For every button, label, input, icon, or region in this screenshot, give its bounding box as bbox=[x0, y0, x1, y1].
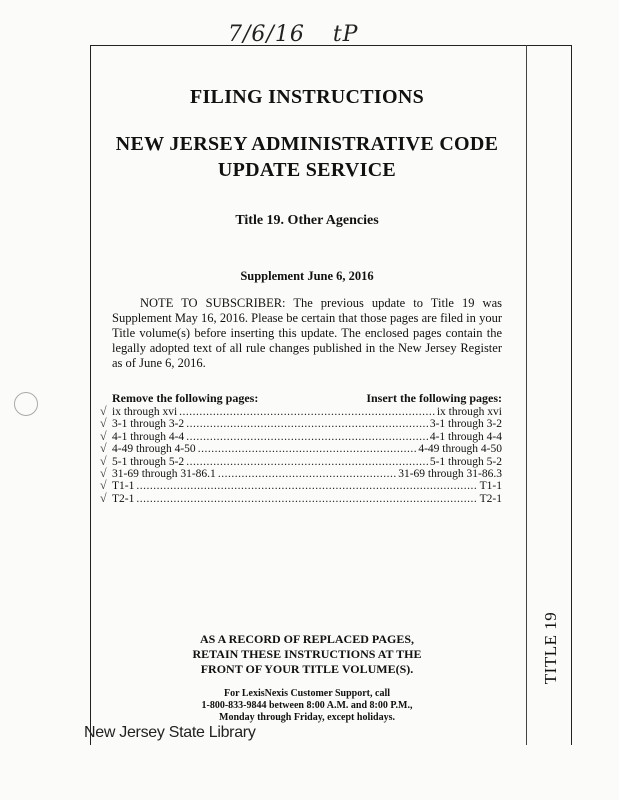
remove-pages: 5-1 through 5-2 bbox=[112, 455, 185, 468]
spine-divider bbox=[526, 45, 527, 745]
dot-leader bbox=[198, 443, 417, 455]
punch-hole bbox=[14, 392, 38, 416]
retain-line: FRONT OF YOUR TITLE VOLUME(S). bbox=[200, 662, 414, 676]
handwritten-date: 7/6/16 bbox=[228, 22, 305, 47]
insert-pages: 31-69 through 31-86.3 bbox=[398, 467, 502, 480]
check-mark: √ bbox=[100, 428, 107, 443]
list-row bbox=[100, 490, 502, 505]
library-stamp: New Jersey State Library bbox=[84, 724, 256, 741]
support-line: Monday through Friday, except holidays. bbox=[219, 712, 395, 723]
subscriber-note: NOTE TO SUBSCRIBER: The previous update to Title 19 was Supplement May 16, 2016. Please be certain that those pages are filed in your Title volume(s) before inserting this update. The enclosed pages contain the legally adopted text of all rule changes published in the New Jersey Register as of June 6, 2016. bbox=[112, 296, 502, 370]
check-mark: √ bbox=[100, 453, 107, 468]
page-title: FILING INSTRUCTIONS bbox=[189, 86, 425, 108]
insert-pages: ix through xvi bbox=[436, 406, 502, 418]
dot-leader bbox=[136, 480, 477, 492]
retain-line: AS A RECORD OF REPLACED PAGES, bbox=[199, 632, 415, 646]
remove-pages: T2-1 bbox=[112, 492, 135, 505]
list-header bbox=[112, 391, 502, 406]
code-title-line2: UPDATE SERVICE bbox=[217, 159, 397, 181]
list-rows bbox=[100, 404, 502, 505]
remove-pages: T1-1 bbox=[112, 480, 135, 493]
insert-pages: 4-49 through 4-50 bbox=[418, 443, 502, 456]
remove-pages: 4-49 through 4-50 bbox=[112, 443, 196, 456]
insert-pages: 5-1 through 5-2 bbox=[429, 455, 502, 468]
dot-leader bbox=[218, 468, 396, 480]
support-line: For LexisNexis Customer Support, call bbox=[223, 688, 390, 699]
insert-pages: T2-1 bbox=[479, 492, 502, 505]
check-mark: √ bbox=[100, 490, 107, 505]
code-title-line1: NEW JERSEY ADMINISTRATIVE CODE bbox=[115, 133, 499, 155]
check-mark: √ bbox=[100, 441, 107, 456]
insert-pages: 4-1 through 4-4 bbox=[429, 430, 502, 443]
list-row bbox=[100, 428, 502, 443]
insert-header: Insert the following pages: bbox=[366, 391, 502, 405]
document-body bbox=[100, 86, 502, 505]
code-title bbox=[112, 131, 502, 183]
spine-label-text: TITLE 19 bbox=[541, 611, 561, 685]
remove-pages: ix through xvi bbox=[112, 406, 178, 418]
support-line: 1-800-833-9844 between 8:00 A.M. and 8:00 P.M., bbox=[201, 700, 413, 711]
dot-leader bbox=[136, 493, 477, 505]
list-row bbox=[100, 441, 502, 456]
check-mark: √ bbox=[100, 416, 107, 431]
remove-pages: 31-69 through 31-86.1 bbox=[112, 467, 216, 480]
dot-leader bbox=[186, 431, 428, 443]
list-row bbox=[100, 465, 502, 480]
retain-line: RETAIN THESE INSTRUCTIONS AT THE bbox=[192, 647, 422, 661]
list-row bbox=[100, 416, 502, 431]
insert-pages: 3-1 through 3-2 bbox=[429, 418, 502, 431]
list-row bbox=[100, 404, 502, 418]
check-mark: √ bbox=[100, 465, 107, 480]
insert-pages: T1-1 bbox=[479, 480, 502, 493]
check-mark: √ bbox=[100, 404, 107, 418]
check-mark: √ bbox=[100, 478, 107, 493]
remove-header: Remove the following pages: bbox=[112, 391, 259, 405]
dot-leader bbox=[179, 406, 435, 418]
handwritten-annotation bbox=[228, 22, 358, 47]
customer-support bbox=[112, 688, 502, 724]
remove-pages: 3-1 through 3-2 bbox=[112, 418, 185, 431]
list-row bbox=[100, 478, 502, 493]
title-subtitle: Title 19. Other Agencies bbox=[235, 213, 379, 228]
spine-label bbox=[536, 611, 566, 685]
supplement-date: Supplement June 6, 2016 bbox=[240, 269, 374, 283]
page-replacement-list bbox=[100, 391, 502, 505]
dot-leader bbox=[186, 418, 428, 430]
retain-notice bbox=[112, 632, 502, 677]
list-row bbox=[100, 453, 502, 468]
remove-pages: 4-1 through 4-4 bbox=[112, 430, 185, 443]
handwritten-initials: tP bbox=[332, 22, 359, 47]
dot-leader bbox=[186, 456, 428, 468]
